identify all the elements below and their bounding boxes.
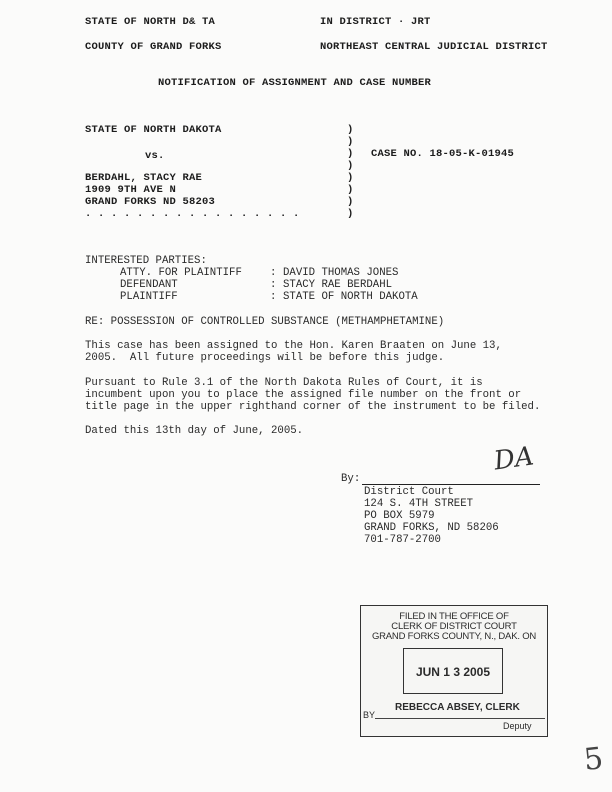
party-separator: : bbox=[270, 279, 277, 291]
dated-line: Dated this 13th day of June, 2005. bbox=[85, 425, 304, 437]
parties-heading: INTERESTED PARTIES: bbox=[85, 255, 207, 267]
stamp-line-1: FILED IN THE OFFICE OF bbox=[399, 611, 509, 622]
stamp-clerk: REBECCA ABSEY, CLERK bbox=[395, 702, 520, 713]
caption-versus: vs. bbox=[145, 150, 165, 162]
caption-defendant-city: GRAND FORKS ND 58203 bbox=[85, 196, 216, 208]
re-line: RE: POSSESSION OF CONTROLLED SUBSTANCE (METHAMPHETAMINE) bbox=[85, 316, 445, 328]
header-judicial-district: NORTHEAST CENTRAL JUDICIAL DISTRICT bbox=[320, 41, 548, 53]
party-name: STATE OF NORTH DAKOTA bbox=[283, 291, 418, 303]
party-separator: : bbox=[270, 267, 277, 279]
signature-by-label: By: bbox=[341, 473, 361, 485]
stamp-deputy: Deputy bbox=[503, 721, 532, 731]
filed-stamp bbox=[360, 605, 548, 737]
caption-dotted-line: . . . . . . . . . . . . . . . . . bbox=[85, 208, 300, 220]
party-name: DAVID THOMAS JONES bbox=[283, 267, 399, 279]
caption-defendant-street: 1909 9TH AVE N bbox=[85, 184, 177, 196]
party-role: PLAINTIFF bbox=[120, 291, 178, 303]
stamp-date-box bbox=[403, 648, 503, 694]
header-county: COUNTY OF GRAND FORKS bbox=[85, 41, 222, 53]
party-role: DEFENDANT bbox=[120, 279, 178, 291]
handwritten-initials: DA bbox=[492, 441, 536, 477]
document-title: NOTIFICATION OF ASSIGNMENT AND CASE NUMBER bbox=[158, 77, 432, 89]
party-name: STACY RAE BERDAHL bbox=[283, 279, 393, 291]
signature-line bbox=[362, 484, 540, 485]
stamp-by: BY bbox=[363, 710, 376, 720]
stamp-date: JUN 1 3 2005 bbox=[415, 665, 491, 679]
caption-plaintiff: STATE OF NORTH DAKOTA bbox=[85, 124, 222, 136]
header-district: IN DISTRICT · JRT bbox=[320, 16, 431, 28]
caption-defendant-name: BERDAHL, STACY RAE bbox=[85, 172, 203, 184]
party-separator: : bbox=[270, 291, 277, 303]
stamp-line-2: CLERK OF DISTRICT COURT bbox=[391, 621, 517, 632]
header-state: STATE OF NORTH D& TA bbox=[85, 16, 216, 28]
stamp-signature-line bbox=[375, 718, 545, 719]
party-role: ATTY. FOR PLAINTIFF bbox=[120, 267, 242, 279]
handwritten-page-mark: 5 bbox=[582, 741, 605, 778]
stamp-line-3: GRAND FORKS COUNTY, N., DAK. ON bbox=[371, 631, 537, 642]
case-number: CASE NO. 18-05-K-01945 bbox=[371, 148, 515, 160]
